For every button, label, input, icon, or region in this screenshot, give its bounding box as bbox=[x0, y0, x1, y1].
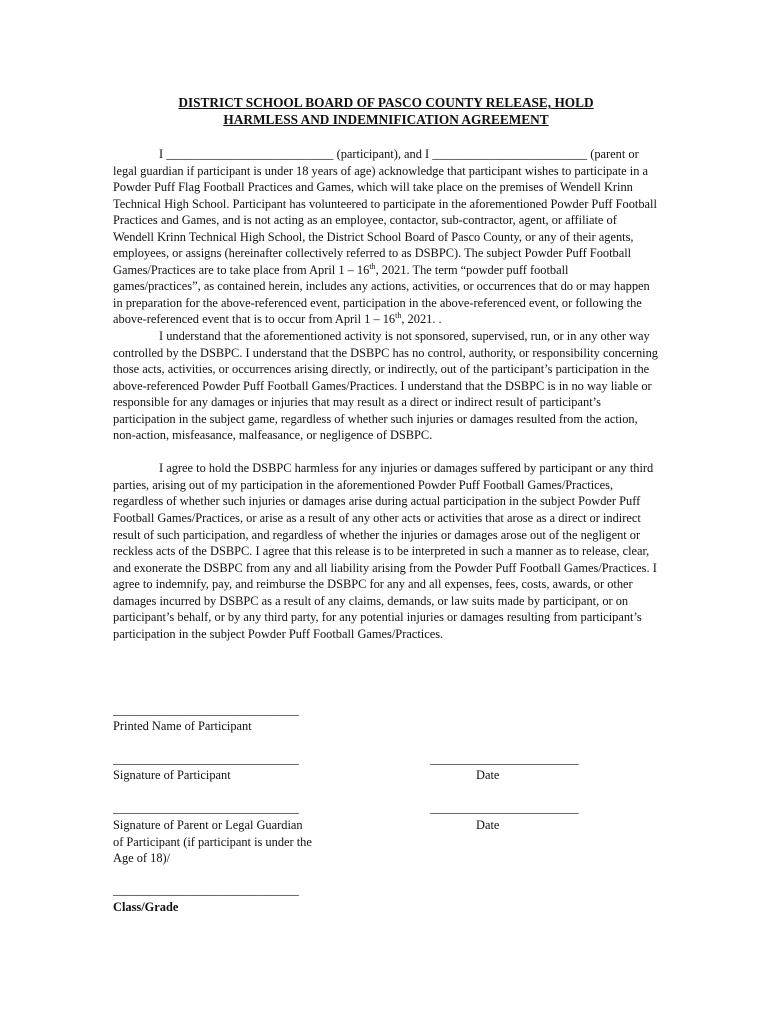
printed-name-label: Printed Name of Participant bbox=[113, 719, 252, 733]
paragraph-1-part-c: , 2021. . bbox=[401, 312, 442, 327]
document-title bbox=[113, 95, 659, 128]
printed-name-line[interactable]: ______________________________ bbox=[113, 703, 299, 717]
guardian-label-line-3: Age of 18)/ bbox=[113, 851, 171, 865]
title-line-1: DISTRICT SCHOOL BOARD OF PASCO COUNTY RELEASE, HOLD bbox=[178, 95, 594, 110]
paragraph-1-part-a: I ___________________________ (participant), and I _________________________ (parent or legal guardian if participant is under 18 years of age) acknowledge that participant wishes to participate in a Powder Puff Flag Football Practices and Games, which will take place on the premises of Wendell Krinn Technical High School. Participant has volunteered to participate in the aforementioned Powder Puff Football Practices and Games, and is not acting as an employee, contactor, sub-contractor, agent, or affiliate of Wendell Krinn Technical High School, the District School Board of Pasco County, or any of their agents, employees, or assigns (hereinafter collectively referred to as DSBPC). The subject Powder Puff Football Games/Practices are to take place from April 1 – 16 bbox=[113, 147, 657, 277]
class-grade-line[interactable]: ______________________________ bbox=[113, 883, 299, 897]
paragraph-acknowledgement bbox=[113, 146, 659, 328]
agreement-body bbox=[113, 146, 659, 642]
paragraph-1-part-b: , 2021. The term “powder puff football games/practices”, as contained herein, includes any actions, activities, or occurrences that do or may happen in preparation for the above-referenced event, participation in the above-referenced event, or following the above-referenced event that is to occur from April 1 – 16 bbox=[113, 262, 650, 327]
title-line-2: HARMLESS AND INDEMNIFICATION AGREEMENT bbox=[223, 111, 549, 127]
ordinal-suffix: th bbox=[369, 261, 376, 271]
ordinal-suffix: th bbox=[395, 311, 402, 321]
participant-signature-label: Signature of Participant bbox=[113, 768, 231, 782]
class-grade-label: Class/Grade bbox=[113, 900, 179, 914]
guardian-signature-label bbox=[113, 817, 312, 867]
paragraph-hold-harmless: I agree to hold the DSBPC harmless for any injuries or damages suffered by participant or any third parties, arising out of my participation in the aforementioned Powder Puff Football Games/Practices, regardless of whether such injuries or damages arise during actual participation in the subject Powder Puff Football Games/Practices, or arise as a result of any other acts or activities that arose as a direct or indirect result of such participation, and regardless of whether the injuries or damages arose out of the negligent or reckless acts of the DSBPC. I agree that this release is to be interpreted in such a manner as to release, clear, and exonerate the DSBPC from any and all liability arising from the Powder Puff Football Games/Practices. I agree to indemnify, pay, and reimburse the DSBPC for any and all expenses, fees, costs, awards, or other damages incurred by DSBPC as a result of any claims, demands, or law suits made by participant, or on participant’s behalf, or by any third party, for any potential injuries or damages resulting from participant’s participation in the subject Powder Puff Football Games/Practices. bbox=[113, 461, 657, 641]
participant-date-line[interactable]: ________________________ bbox=[430, 752, 579, 766]
guardian-label-line-1: Signature of Parent or Legal Guardian bbox=[113, 818, 303, 832]
guardian-date-label: Date bbox=[476, 818, 500, 832]
paragraph-understanding: I understand that the aforementioned activity is not sponsored, supervised, run, or in any other way controlled by the DSBPC. I understand that the DSBPC has no control, authority, or responsibility concerning those acts, activities, or occurrences arising directly, or indirectly, out of the participant’s participation in the above-referenced Powder Puff Football Games/Practices. I understand that the DSBPC is in no way liable or responsible for any damages or injuries that may result as a direct or indirect result of participant’s participation in the subject game, regardless of whether such injuries or damages resulted from the action, non-action, misfeasance, malfeasance, or negligence of DSBPC. bbox=[113, 329, 659, 443]
guardian-date-line[interactable]: ________________________ bbox=[430, 801, 579, 815]
guardian-signature-line[interactable]: ______________________________ bbox=[113, 801, 299, 815]
guardian-label-line-2: of Participant (if participant is under the bbox=[113, 834, 312, 849]
participant-signature-line[interactable]: ______________________________ bbox=[113, 752, 299, 766]
participant-date-label: Date bbox=[476, 768, 500, 782]
